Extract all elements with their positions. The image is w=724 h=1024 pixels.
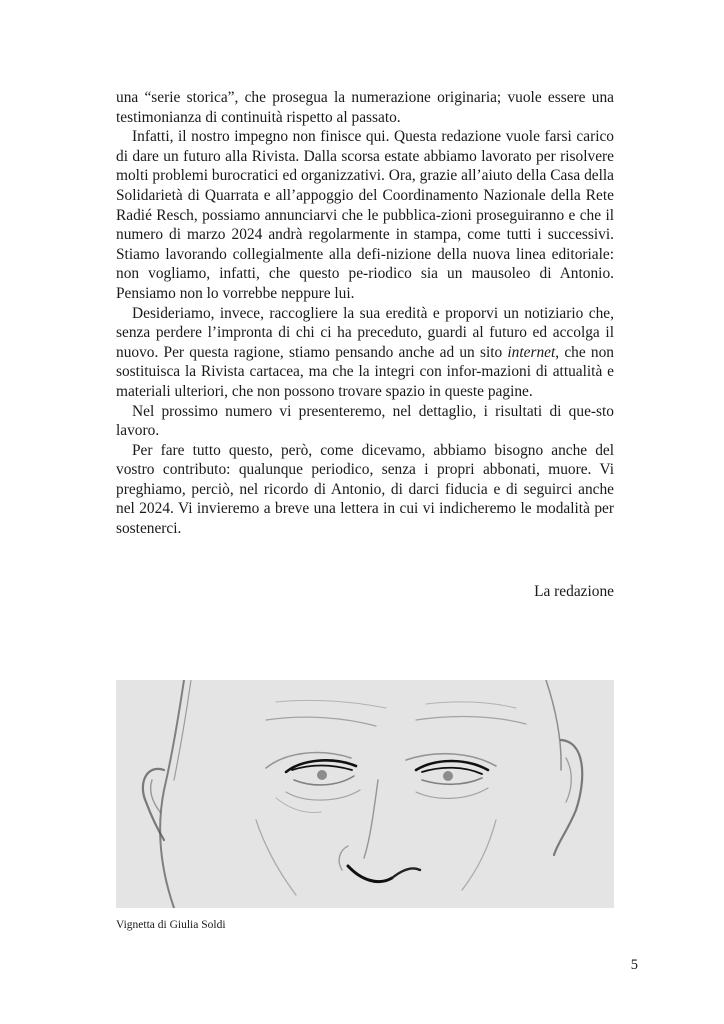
paragraph-4 [116, 402, 614, 441]
text-line: modalità per sostenerci. [116, 500, 614, 538]
text-line: Desideriamo, invece, raccogliere la sua eredità e proporvi un notiziario [132, 304, 584, 322]
paragraph-3 [116, 304, 614, 402]
figure-caption: Vignetta di Giulia Soldi [116, 919, 226, 931]
text-line: Nel prossimo numero vi presenteremo, nel dettaglio, i risultati di que- [132, 402, 597, 420]
page-number: 5 [630, 957, 638, 973]
text-line: queste pagine. [444, 382, 533, 400]
paragraph-5 [116, 441, 614, 539]
portrait-sketch [116, 680, 614, 908]
text-line: vostro contributo: qualunque periodico, senza i propri abbonati, muore. [116, 461, 592, 479]
text-line: una “serie storica”, che prosegua la numerazione originaria; vuole essere una [116, 89, 614, 106]
text-line: stampa, come tutti i successivi. Stiamo lavorando collegialmente alla defi- [116, 226, 614, 263]
article-body [116, 88, 614, 539]
paragraph-2 [116, 127, 614, 303]
text-line: riodico sia un mausoleo di Antonio. Pensiamo non lo vorrebbe neppure lui. [116, 265, 614, 302]
text-line: , che non sostituisca la Rivista cartacea, ma che la integri con infor- [116, 343, 614, 381]
emphasis-internet: internet [507, 343, 556, 361]
text-line: carico di dare un futuro alla Rivista. Dalla scorsa estate abbiamo lavorato per [116, 128, 614, 165]
text-line: Infatti, il nostro impegno non finisce qui. Questa redazione vuole farsi [132, 128, 572, 146]
text-line: Vi preghiamo, perciò, nel ricordo di Antonio, di darci fiducia e di seguirci [116, 461, 615, 498]
signature: La redazione [534, 583, 614, 600]
text-line: testimonianza di continuità rispetto al passato. [116, 108, 401, 126]
text-line: risolvere molti problemi burocratici ed organizzativi. Ora, grazie all’aiuto [116, 147, 614, 185]
paragraph-1 [116, 88, 614, 127]
portrait-sketch-drawing [116, 680, 614, 908]
text-line: Nazionale della Rete Radié Resch, possiamo annunciarvi che le pubblica- [116, 186, 614, 224]
text-line: zioni proseguiranno e che il numero di marzo 2024 andrà regolarmente in [116, 206, 614, 244]
text-line: anche nel 2024. Vi invieremo a breve una lettera in cui vi indicheremo le [116, 480, 614, 518]
text-line: nizione della nuova linea editoriale: non vogliamo, infatti, che questo pe- [116, 245, 615, 283]
text-line: che, senza perdere l’impronta di chi ci ha preceduto, guardi al futuro ed [116, 304, 614, 342]
text-line: della Casa della Solidarietà di Quarrata e all’appoggio del Coordinamento [116, 167, 614, 204]
text-line: Per fare tutto questo, però, come dicevamo, abbiamo bisogno anche del [132, 441, 614, 459]
text-line: accolga il nuovo. Per questa ragione, stiamo pensando anche ad un sito [116, 324, 614, 361]
text-line: sto lavoro. [116, 402, 614, 440]
text-line: mazioni di attualità e materiali ulteriori, che non possono trovare spazio in [116, 363, 614, 400]
